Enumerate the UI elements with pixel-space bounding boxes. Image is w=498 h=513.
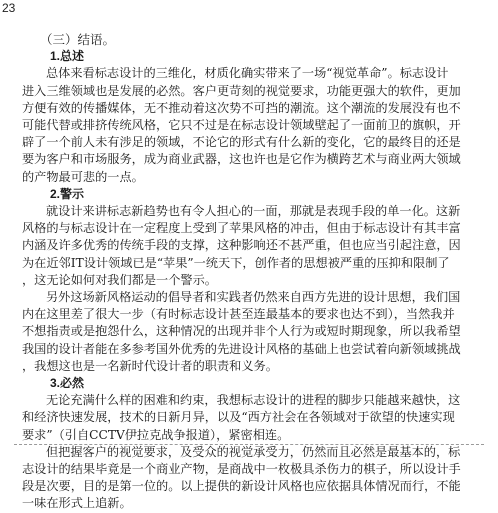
text-line: 内在这里差了很大一步（有时标志设计甚至连最基本的要求也达不到），当然我并: [22, 307, 455, 322]
text-line: 为在近邻IT设计领域已是“苹果”一统天下，创作者的思想被严重的压抑和限制了: [22, 255, 450, 270]
text-line: 无论充满什么样的困难和约束，我想标志设计的进程的脚步只能越来越快，这: [46, 393, 461, 408]
text-line: 要求”（引自CCTV伊拉克战争报道），紧密相连。: [22, 427, 290, 442]
section-title: （三）结语。: [40, 32, 116, 47]
text-line: 但把握客户的视觉要求，及受众的视觉承受力，仍然而且必然是最基本的，标: [46, 444, 461, 459]
paragraph-summary: [22, 65, 484, 185]
text-line: 志设计的结果毕竟是一个商业产物，是商战中一枚极具杀伤力的棋子，所以设计手: [22, 462, 461, 477]
bottom-divider: [14, 444, 484, 445]
subsection-heading-summary: 1.总述: [50, 49, 85, 64]
text-line: 辟了一个前人未有涉足的领域，不论它的形式有什么新的变化，它的最终目的还是: [22, 135, 461, 150]
text-line: 段是次要，目的是第一位的。以上提供的新设计风格也应依据具体情况而行，不能: [22, 479, 461, 494]
paragraph-warning-2: [22, 289, 484, 375]
text-line: 另外这场新风格运动的倡导者和实践者仍然来自西方先进的设计思想，我们国: [46, 290, 461, 305]
page-number: 23: [2, 1, 16, 15]
text-line: 可能代替或排挤传统风格，它只不过是在标志设计领域壁起了一面前卫的旗帜，开: [22, 118, 461, 133]
subsection-heading-warning: 2.警示: [50, 186, 85, 201]
text-line: ，我想这也是一名新时代设计者的职责和义务。: [22, 358, 278, 373]
paragraph-inevitable-2: [22, 444, 484, 513]
subsection-heading-inevitable: 3.必然: [50, 376, 85, 391]
text-line: 和经济快速发展，技术的日新月异，以及“西方社会在各领域对于欲望的快速实现: [22, 410, 455, 425]
text-line: 我国的设计者能在多参考国外优秀的先进设计风格的基础上也尝试着向新领域挑战: [22, 341, 461, 356]
text-line: 进入三维领域也是发展的必然。客户更苛刻的视觉要求，功能更强大的软件，更加: [22, 83, 461, 98]
text-line: 风格的与标志设计在一定程度上受到了苹果风格的冲击，但由于标志设计有其丰富: [22, 221, 461, 236]
text-line: 要为客户和市场服务，成为商业武器，这也许也是它作为横跨艺术与商业两大领域: [22, 152, 461, 167]
paragraph-warning-1: [22, 203, 484, 289]
text-line: 的产物最可悲的一点。: [22, 169, 144, 184]
paragraph-inevitable-1: [22, 392, 484, 444]
text-line: ，这无论如何对我们都是一个警示。: [22, 272, 217, 287]
text-line: 内涵及许多优秀的传统手段的支撑，这种影响还不甚严重，但也应当引起注意，因: [22, 238, 461, 253]
document-body: [22, 31, 484, 513]
text-line: 就设计来讲标志新趋势也有令人担心的一面，那就是表现手段的单一化。这新: [46, 204, 461, 219]
text-line: 总体来看标志设计的三维化，材质化确实带来了一场“视觉革命”。标志设计: [46, 66, 449, 81]
text-line: 一味在形式上追新。: [22, 496, 132, 511]
text-line: 方便有效的传播媒体，无不推动着这次势不可挡的潮流。这个潮流的发展没有也不: [22, 100, 461, 115]
text-line: 不想指责或是抱怨什么，这种情况的出现并非个人行为或短时期现象，所以我希望: [22, 324, 461, 339]
